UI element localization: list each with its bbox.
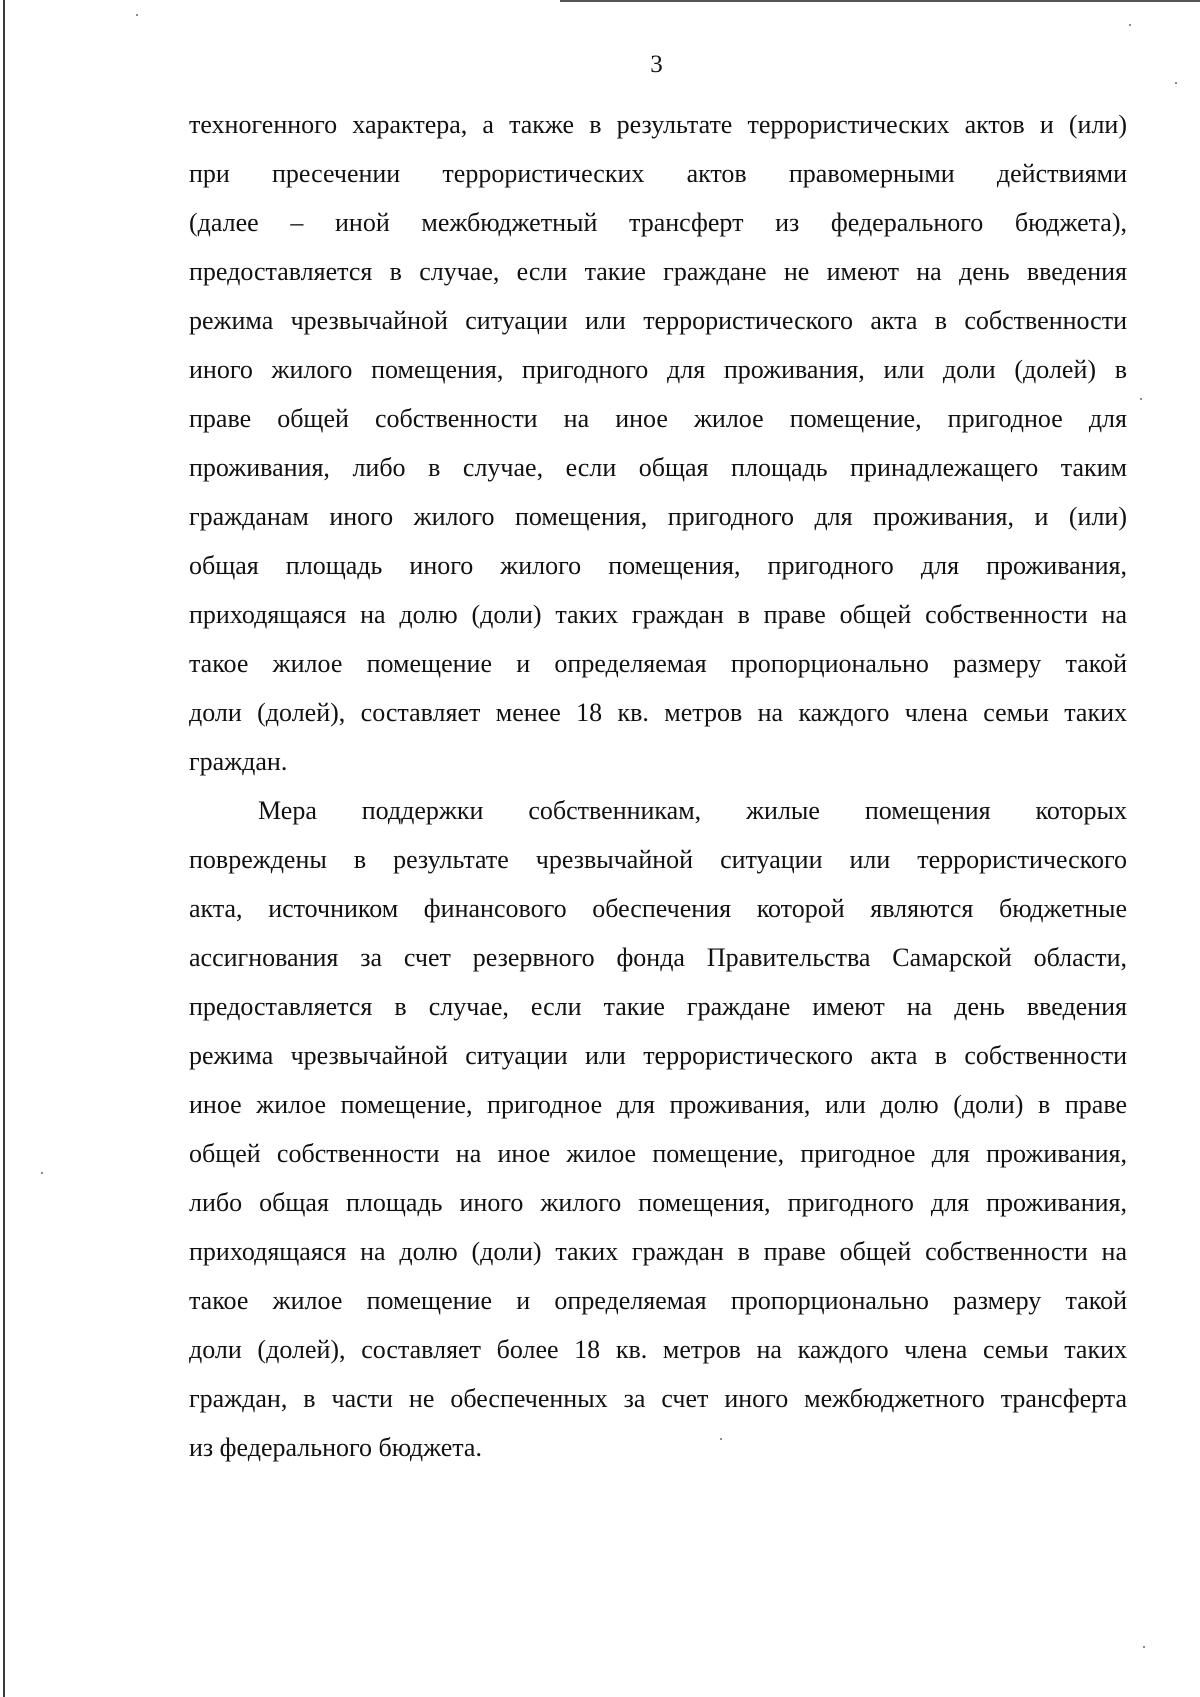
text-line: общая площадь иного жилого помещения, пригодного для проживания, <box>189 551 1127 580</box>
scan-left-edge <box>3 0 5 1697</box>
paragraph-2 <box>189 786 1127 1472</box>
text-line: предоставляется в случае, если такие граждане имеют на день введения <box>189 992 1127 1021</box>
text-line: режима чрезвычайной ситуации или террористического акта в собственности <box>189 306 1127 335</box>
text-line: гражданам иного жилого помещения, пригодного для проживания, и (или) <box>189 502 1127 531</box>
text-line: техногенного характера, а также в результате террористических актов и (или) <box>189 110 1127 139</box>
scan-speck <box>1129 24 1131 26</box>
text-line: такое жилое помещение и определяемая пропорционально размеру такой <box>189 1286 1127 1315</box>
text-line: повреждены в результате чрезвычайной ситуации или террористического <box>189 845 1127 874</box>
text-line: либо общая площадь иного жилого помещения, пригодного для проживания, <box>189 1188 1127 1217</box>
text-line: праве общей собственности на иное жилое помещение, пригодное для <box>189 404 1127 433</box>
text-line: приходящаяся на долю (доли) таких граждан в праве общей собственности на <box>189 1237 1127 1266</box>
scan-speck <box>136 14 138 16</box>
text-line: граждан. <box>189 747 288 776</box>
text-line: предоставляется в случае, если такие граждане не имеют на день введения <box>189 257 1127 286</box>
text-line: общей собственности на иное жилое помещение, пригодное для проживания, <box>189 1139 1127 1168</box>
scan-speck <box>1143 1646 1145 1648</box>
document-body <box>189 100 1127 1472</box>
scan-speck <box>41 1172 43 1174</box>
text-line: при пресечении террористических актов правомерными действиями <box>189 159 1127 188</box>
scan-speck <box>1140 398 1142 400</box>
scan-speck <box>1175 82 1177 84</box>
paragraph-1 <box>189 100 1127 786</box>
text-line: режима чрезвычайной ситуации или террористического акта в собственности <box>189 1041 1127 1070</box>
page-number: 3 <box>650 51 663 78</box>
text-line: приходящаяся на долю (доли) таких граждан в праве общей собственности на <box>189 600 1127 629</box>
text-line: из федерального бюджета. <box>189 1433 482 1462</box>
text-line: иного жилого помещения, пригодного для проживания, или доли (долей) в <box>189 355 1127 384</box>
text-line: (далее – иной межбюджетный трансферт из федерального бюджета), <box>189 208 1127 237</box>
text-line: ассигнования за счет резервного фонда Правительства Самарской области, <box>189 943 1127 972</box>
text-line: доли (долей), составляет менее 18 кв. метров на каждого члена семьи таких <box>189 698 1127 727</box>
text-line: акта, источником финансового обеспечения которой являются бюджетные <box>189 894 1127 923</box>
scan-top-edge <box>560 0 1200 2</box>
text-line: доли (долей), составляет более 18 кв. метров на каждого члена семьи таких <box>189 1335 1127 1364</box>
text-line: такое жилое помещение и определяемая пропорционально размеру такой <box>189 649 1127 678</box>
text-line: проживания, либо в случае, если общая площадь принадлежащего таким <box>189 453 1127 482</box>
text-line: иное жилое помещение, пригодное для проживания, или долю (доли) в праве <box>189 1090 1127 1119</box>
text-line: граждан, в части не обеспеченных за счет иного межбюджетного трансферта <box>189 1384 1127 1413</box>
text-line: Мера поддержки собственникам, жилые помещения которых <box>258 796 1127 825</box>
